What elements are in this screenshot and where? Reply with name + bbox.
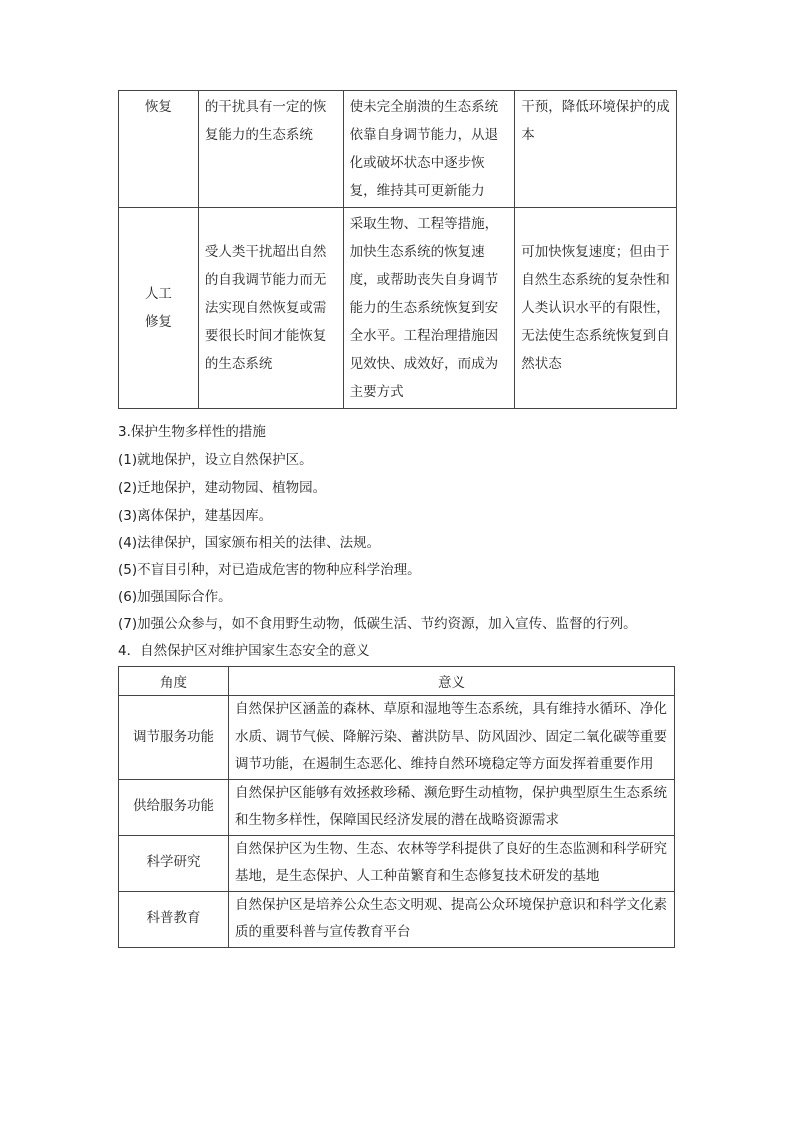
list-item: (6)加强国际合作。: [118, 589, 232, 605]
table-row: [119, 208, 677, 409]
list-item: (1)就地保护，设立自然保护区。: [118, 452, 313, 468]
table-row: [119, 779, 675, 835]
table-cell: 使未完全崩溃的生态系统依靠自身调节能力，从退化或破坏状态中逐步恢复，维持其可更新能力: [343, 91, 515, 208]
angle-cell: 科学研究: [119, 835, 229, 891]
section-4-title: 4．自然保护区对维护国家生态安全的意义: [118, 643, 370, 659]
row-head: [119, 208, 199, 409]
nature-reserve-table: [118, 666, 675, 948]
meaning-cell: 自然保护区能够有效拯救珍稀、濒危野生动植物，保护典型原生生态系统和生物多样性，保障国民经济发展的潜在战略资源需求: [229, 779, 675, 835]
list-item: (4)法律保护，国家颁布相关的法律、法规。: [118, 535, 381, 551]
table-cell: 采取生物、工程等措施，加快生态系统的恢复速度，或帮助丧失自身调节能力的生态系统恢复到安全水平。工程治理措施因见效快、成效好，而成为主要方式: [343, 208, 515, 409]
section-3-title: 3.保护生物多样性的措施: [118, 424, 266, 440]
angle-cell: 调节服务功能: [119, 696, 229, 780]
row-head-label: 人工修复: [144, 286, 172, 330]
table-cell: 干预，降低环境保护的成本: [515, 91, 677, 208]
list-item: (5)不盲目引种，对已造成危害的物种应科学治理。: [118, 562, 421, 578]
list-item: (7)加强公众参与，如不食用野生动物，低碳生活、节约资源，加入宣传、监督的行列。: [118, 616, 637, 632]
row-head: 恢复: [119, 91, 199, 208]
meaning-cell: 自然保护区涵盖的森林、草原和湿地等生态系统，具有维持水循环、净化水质、调节气候、降解污染、蓄洪防旱、防风固沙、固定二氧化碳等重要调节功能，在遏制生态恶化、维持自然环境稳定等方面发挥着重要作用: [229, 696, 675, 780]
table-row: [119, 91, 677, 208]
restoration-table: [118, 90, 677, 409]
table-header-row: [119, 667, 675, 696]
meaning-cell: 自然保护区为生物、生态、农林等学科提供了良好的生态监测和科学研究基地，是生态保护、人工种苗繁育和生态修复技术研发的基地: [229, 835, 675, 891]
list-item: (2)迁地保护，建动物园、植物园。: [118, 480, 327, 496]
table-row: [119, 835, 675, 891]
list-item: (3)离体保护，建基因库。: [118, 508, 273, 524]
table-row: [119, 891, 675, 947]
table-cell: 受人类干扰超出自然的自我调节能力而无法实现自然恢复或需要很长时间才能恢复的生态系统: [198, 208, 343, 409]
column-header: 角度: [119, 667, 229, 696]
column-header: 意义: [229, 667, 675, 696]
table-cell: 可加快恢复速度；但由于自然生态系统的复杂性和人类认识水平的有限性，无法使生态系统恢复到自然状态: [515, 208, 677, 409]
angle-cell: 科普教育: [119, 891, 229, 947]
table-cell: 的干扰具有一定的恢复能力的生态系统: [198, 91, 343, 208]
meaning-cell: 自然保护区是培养公众生态文明观、提高公众环境保护意识和科学文化素质的重要科普与宣传教育平台: [229, 891, 675, 947]
table-row: [119, 696, 675, 780]
angle-cell: 供给服务功能: [119, 779, 229, 835]
